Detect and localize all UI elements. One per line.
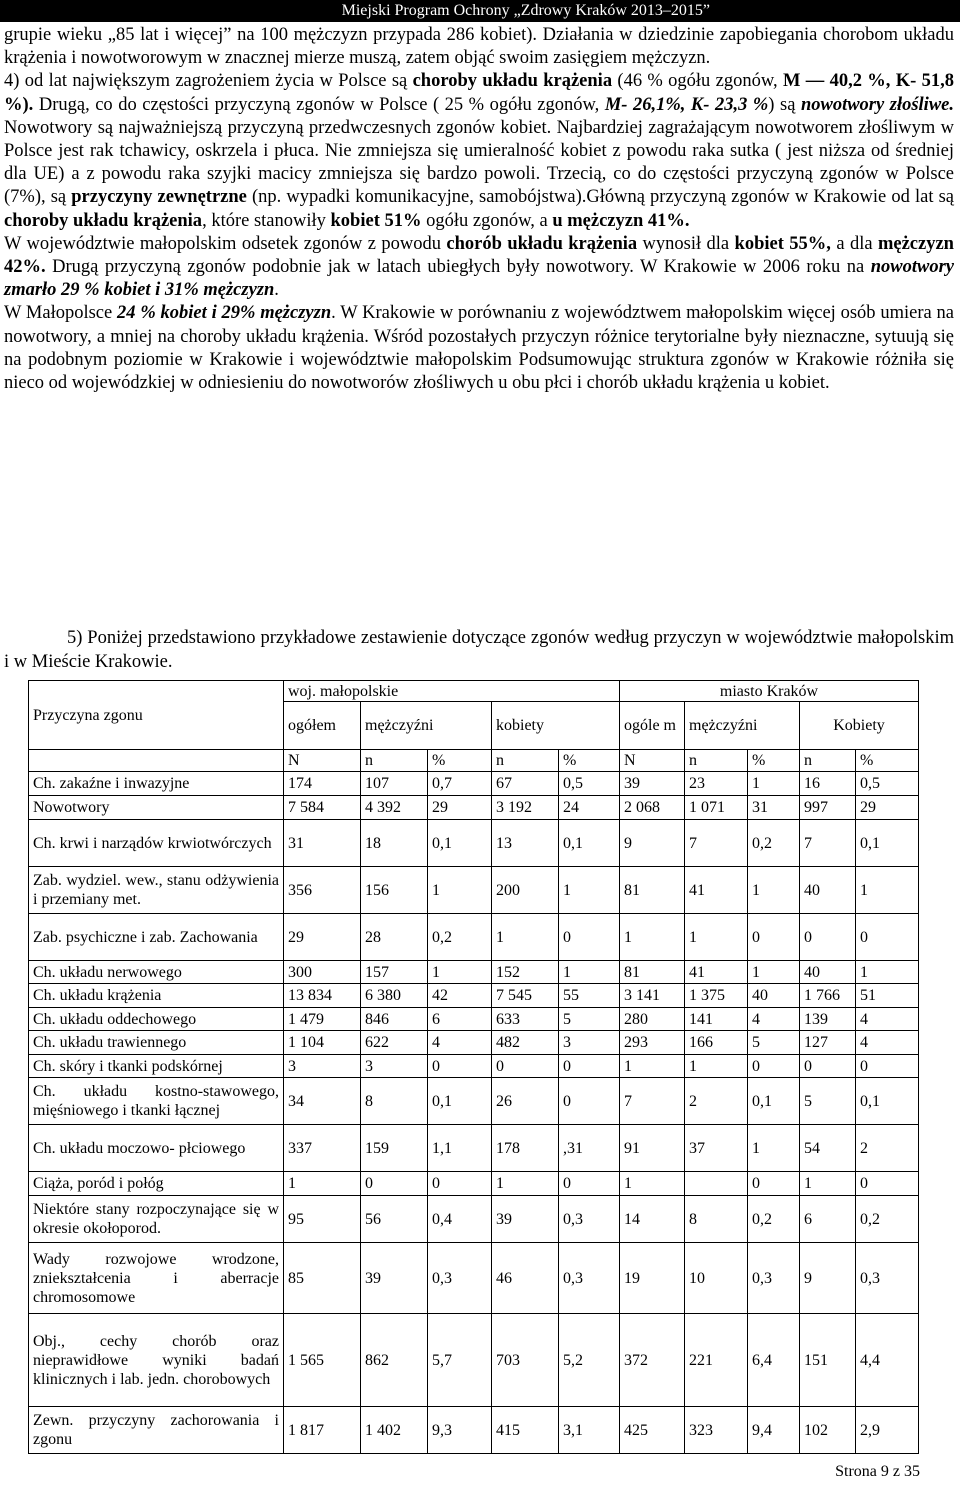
value-cell: 0,3: [748, 1243, 800, 1314]
cause-cell: Niektóre stany rozpoczynające się w okresie okołoporod.: [29, 1196, 284, 1243]
value-cell: 1: [559, 867, 620, 914]
table-row: [29, 772, 919, 796]
value-cell: 1 766: [800, 984, 856, 1008]
table-row: [29, 1078, 919, 1125]
value-cell: 0: [856, 1055, 919, 1078]
value-cell: 5: [800, 1078, 856, 1125]
p2-bold-men: u mężczyzn 41%.: [552, 210, 690, 231]
value-cell: 81: [620, 867, 685, 914]
value-cell: 0,1: [428, 820, 492, 867]
value-cell: 622: [361, 1031, 428, 1055]
value-cell: 3: [361, 1055, 428, 1078]
value-cell: 0: [748, 1055, 800, 1078]
value-cell: 280: [620, 1008, 685, 1031]
value-cell: 0,3: [559, 1196, 620, 1243]
deaths-table: [28, 680, 919, 1454]
table-row: [29, 1243, 919, 1314]
value-cell: 0: [361, 1172, 428, 1196]
header-women: kobiety: [492, 702, 620, 750]
value-cell: 42: [428, 984, 492, 1008]
unit-cell: %: [856, 750, 919, 772]
p2-text-m: , które stanowiły: [202, 210, 331, 231]
value-cell: 2: [685, 1078, 748, 1125]
value-cell: 7: [620, 1078, 685, 1125]
cause-cell: Ch. zakaźne i inwazyjne: [29, 772, 284, 796]
value-cell: 0: [559, 1055, 620, 1078]
cause-cell: Ch. układu krążenia: [29, 984, 284, 1008]
unit-cell: N: [620, 750, 685, 772]
value-cell: 1: [800, 1172, 856, 1196]
value-cell: [685, 1172, 748, 1196]
table-row: [29, 1407, 919, 1454]
value-cell: 0,2: [856, 1196, 919, 1243]
table-intro-text: 5) Poniżej przedstawiono przykładowe zestawienie dotyczące zgonów według przyczyn w województwie małopolskim i w Mieście Krakowie.: [4, 628, 954, 672]
value-cell: 425: [620, 1407, 685, 1454]
value-cell: 3: [559, 1031, 620, 1055]
value-cell: 28: [361, 914, 428, 961]
value-cell: 6 380: [361, 984, 428, 1008]
p4-text-c: . W Krakowie w porównaniu z województwem małopolskim więcej osób umiera na nowotwory, a mniej na choroby układu krążenia. Wśród pozostałych przyczyn różnice terytorialne były nieznaczne, sytuują się na podobnym poziomie w Krakowie i województwie małopolskim Podsumowując struktura zgonów w Krakowie różniła się nieco od wojewódzkiej w odniesieniu do nowotworów złośliwych u obu płci i chorób układu krążenia u kobiet.: [4, 303, 954, 394]
value-cell: 166: [685, 1031, 748, 1055]
value-cell: 3: [284, 1055, 361, 1078]
value-cell: 0: [559, 914, 620, 961]
value-cell: 0: [748, 1172, 800, 1196]
value-cell: 0: [856, 1172, 919, 1196]
value-cell: 91: [620, 1125, 685, 1172]
value-cell: 482: [492, 1031, 559, 1055]
value-cell: 1: [620, 1172, 685, 1196]
value-cell: 1 565: [284, 1314, 361, 1407]
table-row: [29, 820, 919, 867]
value-cell: 1: [492, 1172, 559, 1196]
p2-text-a: 4) od lat największym zagrożeniem życia w Polsce są: [4, 71, 413, 92]
cause-cell: Ch. układu moczowo- płciowego: [29, 1125, 284, 1172]
value-cell: 13 834: [284, 984, 361, 1008]
value-cell: 6: [800, 1196, 856, 1243]
table-row: [29, 796, 919, 820]
value-cell: 46: [492, 1243, 559, 1314]
value-cell: 1: [748, 772, 800, 796]
value-cell: 107: [361, 772, 428, 796]
value-cell: 633: [492, 1008, 559, 1031]
value-cell: 0: [856, 914, 919, 961]
unit-cell: n: [361, 750, 428, 772]
header-total: ogółem: [284, 702, 361, 750]
value-cell: 7 584: [284, 796, 361, 820]
value-cell: 0: [559, 1172, 620, 1196]
cause-cell: Zab. psychiczne i zab. Zachowania: [29, 914, 284, 961]
cause-cell: Ch. układu trawiennego: [29, 1031, 284, 1055]
cause-cell: Zab. wydziel. wew., stanu odżywienia i przemiany met.: [29, 867, 284, 914]
value-cell: ,31: [559, 1125, 620, 1172]
value-cell: 0: [428, 1055, 492, 1078]
p3-text-e: a dla: [830, 233, 878, 254]
cause-cell: Ch. układu nerwowego: [29, 961, 284, 984]
table-row: [29, 1008, 919, 1031]
value-cell: 1: [856, 867, 919, 914]
value-cell: 39: [620, 772, 685, 796]
region-header-row: [29, 681, 919, 702]
p2-bold-external: przyczyny zewnętrzne: [71, 187, 247, 208]
p2-bold-circulatory: choroby układu krążenia: [412, 71, 613, 92]
value-cell: 1: [559, 961, 620, 984]
value-cell: 9,3: [428, 1407, 492, 1454]
unit-cell: n: [685, 750, 748, 772]
value-cell: 1: [748, 1125, 800, 1172]
value-cell: 9: [800, 1243, 856, 1314]
table-row: [29, 1196, 919, 1243]
value-cell: 1 817: [284, 1407, 361, 1454]
header-title: Miejski Program Ochrony „Zdrowy Kraków 2013–2015”: [341, 2, 710, 19]
table-row: [29, 1031, 919, 1055]
table-row: [29, 961, 919, 984]
p3-text-g: Drugą przyczyną zgonów podobnie jak w latach ubiegłych były nowotwory. W Krakowie w 2006 roku na: [45, 257, 871, 278]
value-cell: 4: [428, 1031, 492, 1055]
value-cell: 141: [685, 1008, 748, 1031]
p3-bold-circulatory: chorób układu krążenia: [446, 233, 638, 254]
value-cell: 4,4: [856, 1314, 919, 1407]
value-cell: 415: [492, 1407, 559, 1454]
value-cell: 2: [856, 1125, 919, 1172]
value-cell: 26: [492, 1078, 559, 1125]
value-cell: 1 375: [685, 984, 748, 1008]
p3-text-c: wynosił dla: [637, 233, 735, 254]
value-cell: 1: [428, 961, 492, 984]
value-cell: 156: [361, 867, 428, 914]
value-cell: 0,1: [856, 820, 919, 867]
value-cell: 0,7: [428, 772, 492, 796]
value-cell: 178: [492, 1125, 559, 1172]
value-cell: 2 068: [620, 796, 685, 820]
value-cell: 997: [800, 796, 856, 820]
value-cell: 0,1: [856, 1078, 919, 1125]
value-cell: 152: [492, 961, 559, 984]
value-cell: 1: [620, 1055, 685, 1078]
table-row: [29, 984, 919, 1008]
value-cell: 7 545: [492, 984, 559, 1008]
value-cell: 9: [620, 820, 685, 867]
cause-cell: Ciąża, poród i połóg: [29, 1172, 284, 1196]
value-cell: 1: [685, 1055, 748, 1078]
p2-text-e: Drugą, co do częstości przyczyną zgonów w Polsce ( 25 % ogółu zgonów,: [33, 94, 605, 115]
units-row: [29, 750, 919, 772]
value-cell: 1 104: [284, 1031, 361, 1055]
value-cell: 81: [620, 961, 685, 984]
p3-bold-men: mężczyzn 42%.: [4, 233, 954, 278]
value-cell: 1: [685, 914, 748, 961]
paragraph-3: [4, 233, 954, 303]
p2-text-k: (np. wypadki komunikacyjne, samobójstwa).Główną przyczyną zgonów w Krakowie od lat są: [246, 187, 954, 208]
value-cell: 1: [428, 867, 492, 914]
value-cell: 0: [800, 914, 856, 961]
value-cell: 5: [559, 1008, 620, 1031]
p2-bold-italic-tumors: nowotwory złośliwe.: [800, 94, 955, 115]
value-cell: 14: [620, 1196, 685, 1243]
value-cell: 4 392: [361, 796, 428, 820]
value-cell: 4: [748, 1008, 800, 1031]
value-cell: 19: [620, 1243, 685, 1314]
paragraph-4: [4, 302, 954, 395]
value-cell: 6,4: [748, 1314, 800, 1407]
value-cell: 174: [284, 772, 361, 796]
p3-bold-women: kobiet 55%,: [734, 233, 831, 254]
value-cell: 200: [492, 867, 559, 914]
value-cell: 29: [856, 796, 919, 820]
value-cell: 0: [748, 914, 800, 961]
value-cell: 18: [361, 820, 428, 867]
value-cell: 10: [685, 1243, 748, 1314]
value-cell: 0,3: [856, 1243, 919, 1314]
paragraph-1-text: grupie wieku „85 lat i więcej” na 100 mężczyzn przypada 286 kobiet). Działania w dziedzinie zapobiegania chorobom układu krążenia i nowotworowym w znacznej mierze muszą, zatem objąć swoim zasięgiem mężczyzn.: [4, 25, 954, 69]
p2-bold-women: kobiet 51%: [330, 210, 422, 231]
p3-bold-italic: nowotwory zmarło 29 % kobiet i 31% mężczyzn: [4, 257, 954, 301]
value-cell: 862: [361, 1314, 428, 1407]
value-cell: 1: [492, 914, 559, 961]
value-cell: 7: [800, 820, 856, 867]
value-cell: 102: [800, 1407, 856, 1454]
unit-cell: n: [492, 750, 559, 772]
value-cell: 221: [685, 1314, 748, 1407]
cause-cell: Zewn. przyczyny zachorowania i zgonu: [29, 1407, 284, 1454]
value-cell: 40: [800, 867, 856, 914]
units-spacer: [29, 750, 284, 772]
table-row: [29, 1314, 919, 1407]
value-cell: 0,1: [748, 1078, 800, 1125]
value-cell: 8: [361, 1078, 428, 1125]
value-cell: 0,2: [428, 914, 492, 961]
value-cell: 1 479: [284, 1008, 361, 1031]
table-row: [29, 1055, 919, 1078]
p2-text-g: ) są: [768, 94, 801, 115]
value-cell: 31: [284, 820, 361, 867]
value-cell: 31: [748, 796, 800, 820]
value-cell: 1: [748, 961, 800, 984]
value-cell: 8: [685, 1196, 748, 1243]
table-row: [29, 867, 919, 914]
value-cell: 95: [284, 1196, 361, 1243]
table-row: [29, 1125, 919, 1172]
value-cell: 16: [800, 772, 856, 796]
table-row: [29, 914, 919, 961]
value-cell: 846: [361, 1008, 428, 1031]
value-cell: 151: [800, 1314, 856, 1407]
header-total-city: ogóle m: [620, 702, 685, 750]
cause-cell: Ch. skóry i tkanki podskórnej: [29, 1055, 284, 1078]
cause-cell: Ch. układu kostno-stawowego, mięśniowego i tkanki łącznej: [29, 1078, 284, 1125]
cause-cell: Ch. układu oddechowego: [29, 1008, 284, 1031]
value-cell: 1 402: [361, 1407, 428, 1454]
value-cell: 0,4: [428, 1196, 492, 1243]
value-cell: 0: [800, 1055, 856, 1078]
p2-bold-rates: M — 40,2 %, K- 51,8 %).: [4, 71, 954, 115]
value-cell: 0,3: [428, 1243, 492, 1314]
cause-cell: Obj., cechy chorób oraz nieprawidłowe wyniki badań klinicznych i lab. jedn. chorobowych: [29, 1314, 284, 1407]
value-cell: 3,1: [559, 1407, 620, 1454]
p2-text-c: (46 % ogółu zgonów,: [612, 71, 783, 92]
header-women-city: Kobiety: [800, 702, 919, 750]
page-header: [0, 0, 960, 22]
value-cell: 293: [620, 1031, 685, 1055]
value-cell: 41: [685, 867, 748, 914]
value-cell: 703: [492, 1314, 559, 1407]
value-cell: 39: [361, 1243, 428, 1314]
paragraph-1: [4, 24, 954, 70]
p2-text-i: Nowotwory są najważniejszą przyczyną przedwczesnych zgonów kobiet. Najbardziej zagrażającym nowotworem złośliwym w Polsce jest rak tchawicy, oskrzela i płuca. Nie zmniejsza się umieralność kobiet z powodu raka sutka ( jest niższa od średniej dla UE) a z powodu raka szyjki macicy zmniejsza się bardzo powoli. Trzecią, co do częstości przyczyną zgonów w Polsce (7%), są: [4, 117, 954, 208]
table-row: [29, 1172, 919, 1196]
value-cell: 323: [685, 1407, 748, 1454]
value-cell: 54: [800, 1125, 856, 1172]
value-cell: 356: [284, 867, 361, 914]
page-number: Strona 9 z 35: [835, 1463, 920, 1480]
value-cell: 51: [856, 984, 919, 1008]
value-cell: 24: [559, 796, 620, 820]
value-cell: 0,5: [559, 772, 620, 796]
value-cell: 337: [284, 1125, 361, 1172]
header-cause: Przyczyna zgonu: [29, 681, 284, 750]
header-men: mężczyźni: [361, 702, 492, 750]
value-cell: 1,1: [428, 1125, 492, 1172]
value-cell: 13: [492, 820, 559, 867]
value-cell: 39: [492, 1196, 559, 1243]
value-cell: 0: [492, 1055, 559, 1078]
value-cell: 4: [856, 1008, 919, 1031]
table-intro: [4, 627, 954, 674]
value-cell: 23: [685, 772, 748, 796]
value-cell: 7: [685, 820, 748, 867]
cause-cell: Ch. krwi i narządów krwiotwórczych: [29, 820, 284, 867]
unit-cell: %: [748, 750, 800, 772]
p3-text-i: .: [274, 280, 279, 301]
value-cell: 55: [559, 984, 620, 1008]
value-cell: 372: [620, 1314, 685, 1407]
value-cell: 0: [428, 1172, 492, 1196]
value-cell: 0,5: [856, 772, 919, 796]
value-cell: 0,2: [748, 1196, 800, 1243]
value-cell: 3 141: [620, 984, 685, 1008]
value-cell: 0: [559, 1078, 620, 1125]
value-cell: 0,1: [559, 820, 620, 867]
value-cell: 1: [620, 914, 685, 961]
value-cell: 1: [284, 1172, 361, 1196]
p3-text-a: W województwie małopolskim odsetek zgonów z powodu: [4, 233, 447, 254]
value-cell: 29: [284, 914, 361, 961]
unit-cell: %: [559, 750, 620, 772]
p2-bold-circulatory-2: choroby układu krążenia: [4, 210, 203, 231]
value-cell: 6: [428, 1008, 492, 1031]
value-cell: 56: [361, 1196, 428, 1243]
p2-bold-italic-rates: M- 26,1%, K- 23,3 %: [604, 94, 769, 115]
paragraph-2: [4, 70, 954, 232]
table-body: [29, 772, 919, 1454]
p4-bold-italic: 24 % kobiet i 29% mężczyzn: [117, 303, 332, 324]
value-cell: 5: [748, 1031, 800, 1055]
unit-cell: N: [284, 750, 361, 772]
value-cell: 29: [428, 796, 492, 820]
value-cell: 40: [800, 961, 856, 984]
value-cell: 37: [685, 1125, 748, 1172]
value-cell: 41: [685, 961, 748, 984]
p2-text-o: ogółu zgonów, a: [421, 210, 553, 231]
value-cell: 5,2: [559, 1314, 620, 1407]
value-cell: 67: [492, 772, 559, 796]
value-cell: 0,3: [559, 1243, 620, 1314]
header-men-city: mężczyźni: [685, 702, 800, 750]
cause-cell: Wady rozwojowe wrodzone, zniekształcenia i aberracje chromosomowe: [29, 1243, 284, 1314]
value-cell: 1: [748, 867, 800, 914]
unit-cell: %: [428, 750, 492, 772]
body-text: [4, 24, 954, 395]
value-cell: 0,2: [748, 820, 800, 867]
value-cell: 127: [800, 1031, 856, 1055]
value-cell: 34: [284, 1078, 361, 1125]
value-cell: 300: [284, 961, 361, 984]
value-cell: 159: [361, 1125, 428, 1172]
value-cell: 40: [748, 984, 800, 1008]
value-cell: 9,4: [748, 1407, 800, 1454]
unit-cell: n: [800, 750, 856, 772]
value-cell: 1 071: [685, 796, 748, 820]
value-cell: 4: [856, 1031, 919, 1055]
value-cell: 3 192: [492, 796, 559, 820]
header-region-woj: woj. małopolskie: [284, 681, 620, 702]
value-cell: 5,7: [428, 1314, 492, 1407]
value-cell: 139: [800, 1008, 856, 1031]
value-cell: 85: [284, 1243, 361, 1314]
header-region-city: miasto Kraków: [620, 681, 919, 702]
value-cell: 2,9: [856, 1407, 919, 1454]
cause-cell: Nowotwory: [29, 796, 284, 820]
value-cell: 1: [856, 961, 919, 984]
p4-text-a: W Małopolsce: [4, 303, 118, 324]
value-cell: 157: [361, 961, 428, 984]
value-cell: 0,1: [428, 1078, 492, 1125]
